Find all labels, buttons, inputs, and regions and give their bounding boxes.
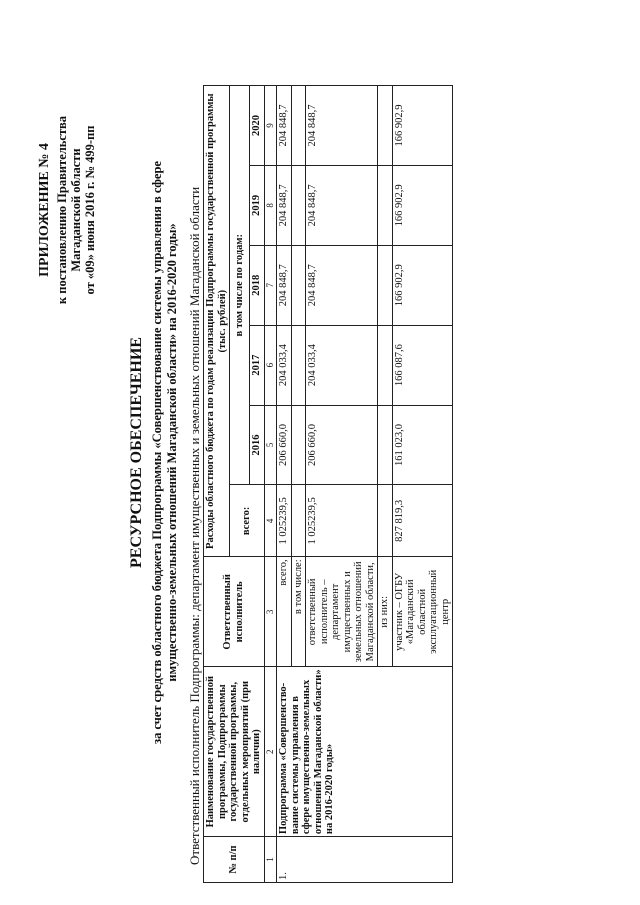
year-cell: 166 902,9 xyxy=(392,245,453,325)
col-number: 4 xyxy=(264,485,277,557)
total-cell xyxy=(291,485,306,557)
responsible-executor-line: Ответственный исполнитель Подпрограммы: департамент имущественных и земельных отношений Магаданской области xyxy=(187,186,202,865)
header-expenses: Расходы областного бюджета по годам реализации Подпрограммы государственной программы (тыс. рублей) xyxy=(204,86,230,557)
col-number: 9 xyxy=(264,86,277,166)
total-cell xyxy=(378,485,393,557)
year-cell: 166 902,9 xyxy=(392,86,453,166)
total-cell: 1 025239,5 xyxy=(277,485,292,557)
table-row xyxy=(277,86,292,883)
row-number: 1. xyxy=(277,837,453,883)
subtitle-line-1: за счет средств областного бюджета Подпрограммы «Совершенствование системы управления в сфере xyxy=(150,161,164,744)
year-cell: 166 087,6 xyxy=(392,325,453,405)
year-cell: 161 023,0 xyxy=(392,405,453,485)
year-cell: 166 902,9 xyxy=(392,165,453,245)
appendix-title: ПРИЛОЖЕНИЕ № 4 xyxy=(37,143,52,277)
subtitle-line-2: имущественно-земельных отношений Магаданской области» на 2016-2020 годы» xyxy=(165,223,179,682)
header-year: 2017 xyxy=(250,325,265,405)
year-cell xyxy=(291,86,306,166)
year-cell xyxy=(378,325,393,405)
year-cell xyxy=(378,405,393,485)
header-by-years: в том числе по годам: xyxy=(230,86,250,485)
total-cell: 827 819,3 xyxy=(392,485,453,557)
document-subtitle xyxy=(150,60,180,845)
year-cell xyxy=(291,165,306,245)
appendix-block xyxy=(38,95,97,325)
year-cell: 206 660,0 xyxy=(306,405,378,485)
year-cell: 204 848,7 xyxy=(306,245,378,325)
appendix-line-3: от «09» июня 2016 г. № 499-пп xyxy=(83,125,97,295)
header-executor: Ответственный исполнитель xyxy=(204,557,265,667)
year-cell xyxy=(291,325,306,405)
year-cell: 204 848,7 xyxy=(277,165,292,245)
executor-cell: из них: xyxy=(378,557,393,667)
year-cell: 204 848,7 xyxy=(306,165,378,245)
year-cell xyxy=(291,245,306,325)
header-year: 2020 xyxy=(250,86,265,166)
year-cell: 204 033,4 xyxy=(306,325,378,405)
col-number: 3 xyxy=(264,557,277,667)
year-cell: 204 033,4 xyxy=(277,325,292,405)
year-cell: 204 848,7 xyxy=(277,86,292,166)
col-number: 6 xyxy=(264,325,277,405)
year-cell: 204 848,7 xyxy=(306,86,378,166)
header-name: Наименование государственной программы, Подпрограммы государственной программы, отдельных мероприятий (при наличии) xyxy=(204,667,265,837)
column-number-row xyxy=(264,86,277,883)
col-number: 1 xyxy=(264,837,277,883)
appendix-line-1: к постановлению Правительства xyxy=(55,115,69,305)
document-title: РЕСУРСНОЕ ОБЕСПЕЧЕНИЕ xyxy=(128,337,145,568)
executor-cell: всего, xyxy=(277,557,292,667)
header-year: 2018 xyxy=(250,245,265,325)
executor-cell: участник – ОГБУ «Магаданский областной эксплуатационный центр xyxy=(392,557,453,667)
header-no: № п/п xyxy=(204,837,265,883)
executor-cell: в том числе: xyxy=(291,557,306,667)
year-cell: 204 848,7 xyxy=(277,245,292,325)
col-number: 7 xyxy=(264,245,277,325)
header-row-1 xyxy=(204,86,230,883)
header-total: всего: xyxy=(230,485,265,557)
col-number: 5 xyxy=(264,405,277,485)
year-cell xyxy=(291,405,306,485)
resource-table xyxy=(203,85,453,883)
header-year: 2019 xyxy=(250,165,265,245)
col-number: 2 xyxy=(264,667,277,837)
year-cell: 206 660,0 xyxy=(277,405,292,485)
year-cell xyxy=(378,165,393,245)
col-number: 8 xyxy=(264,165,277,245)
appendix-line-2: Магаданской области xyxy=(69,148,83,272)
year-cell xyxy=(378,86,393,166)
header-year: 2016 xyxy=(250,405,265,485)
program-name: Подпрограмма «Совершенство-вание системы управления в сфере имущественно-земельных отношений Магаданской области» на 2016-2020 годы» xyxy=(277,667,453,837)
year-cell xyxy=(378,245,393,325)
total-cell: 1 025239,5 xyxy=(306,485,378,557)
executor-cell: ответственный исполнитель – департамент имущественных и земельных отношений Магаданской области, xyxy=(306,557,378,667)
